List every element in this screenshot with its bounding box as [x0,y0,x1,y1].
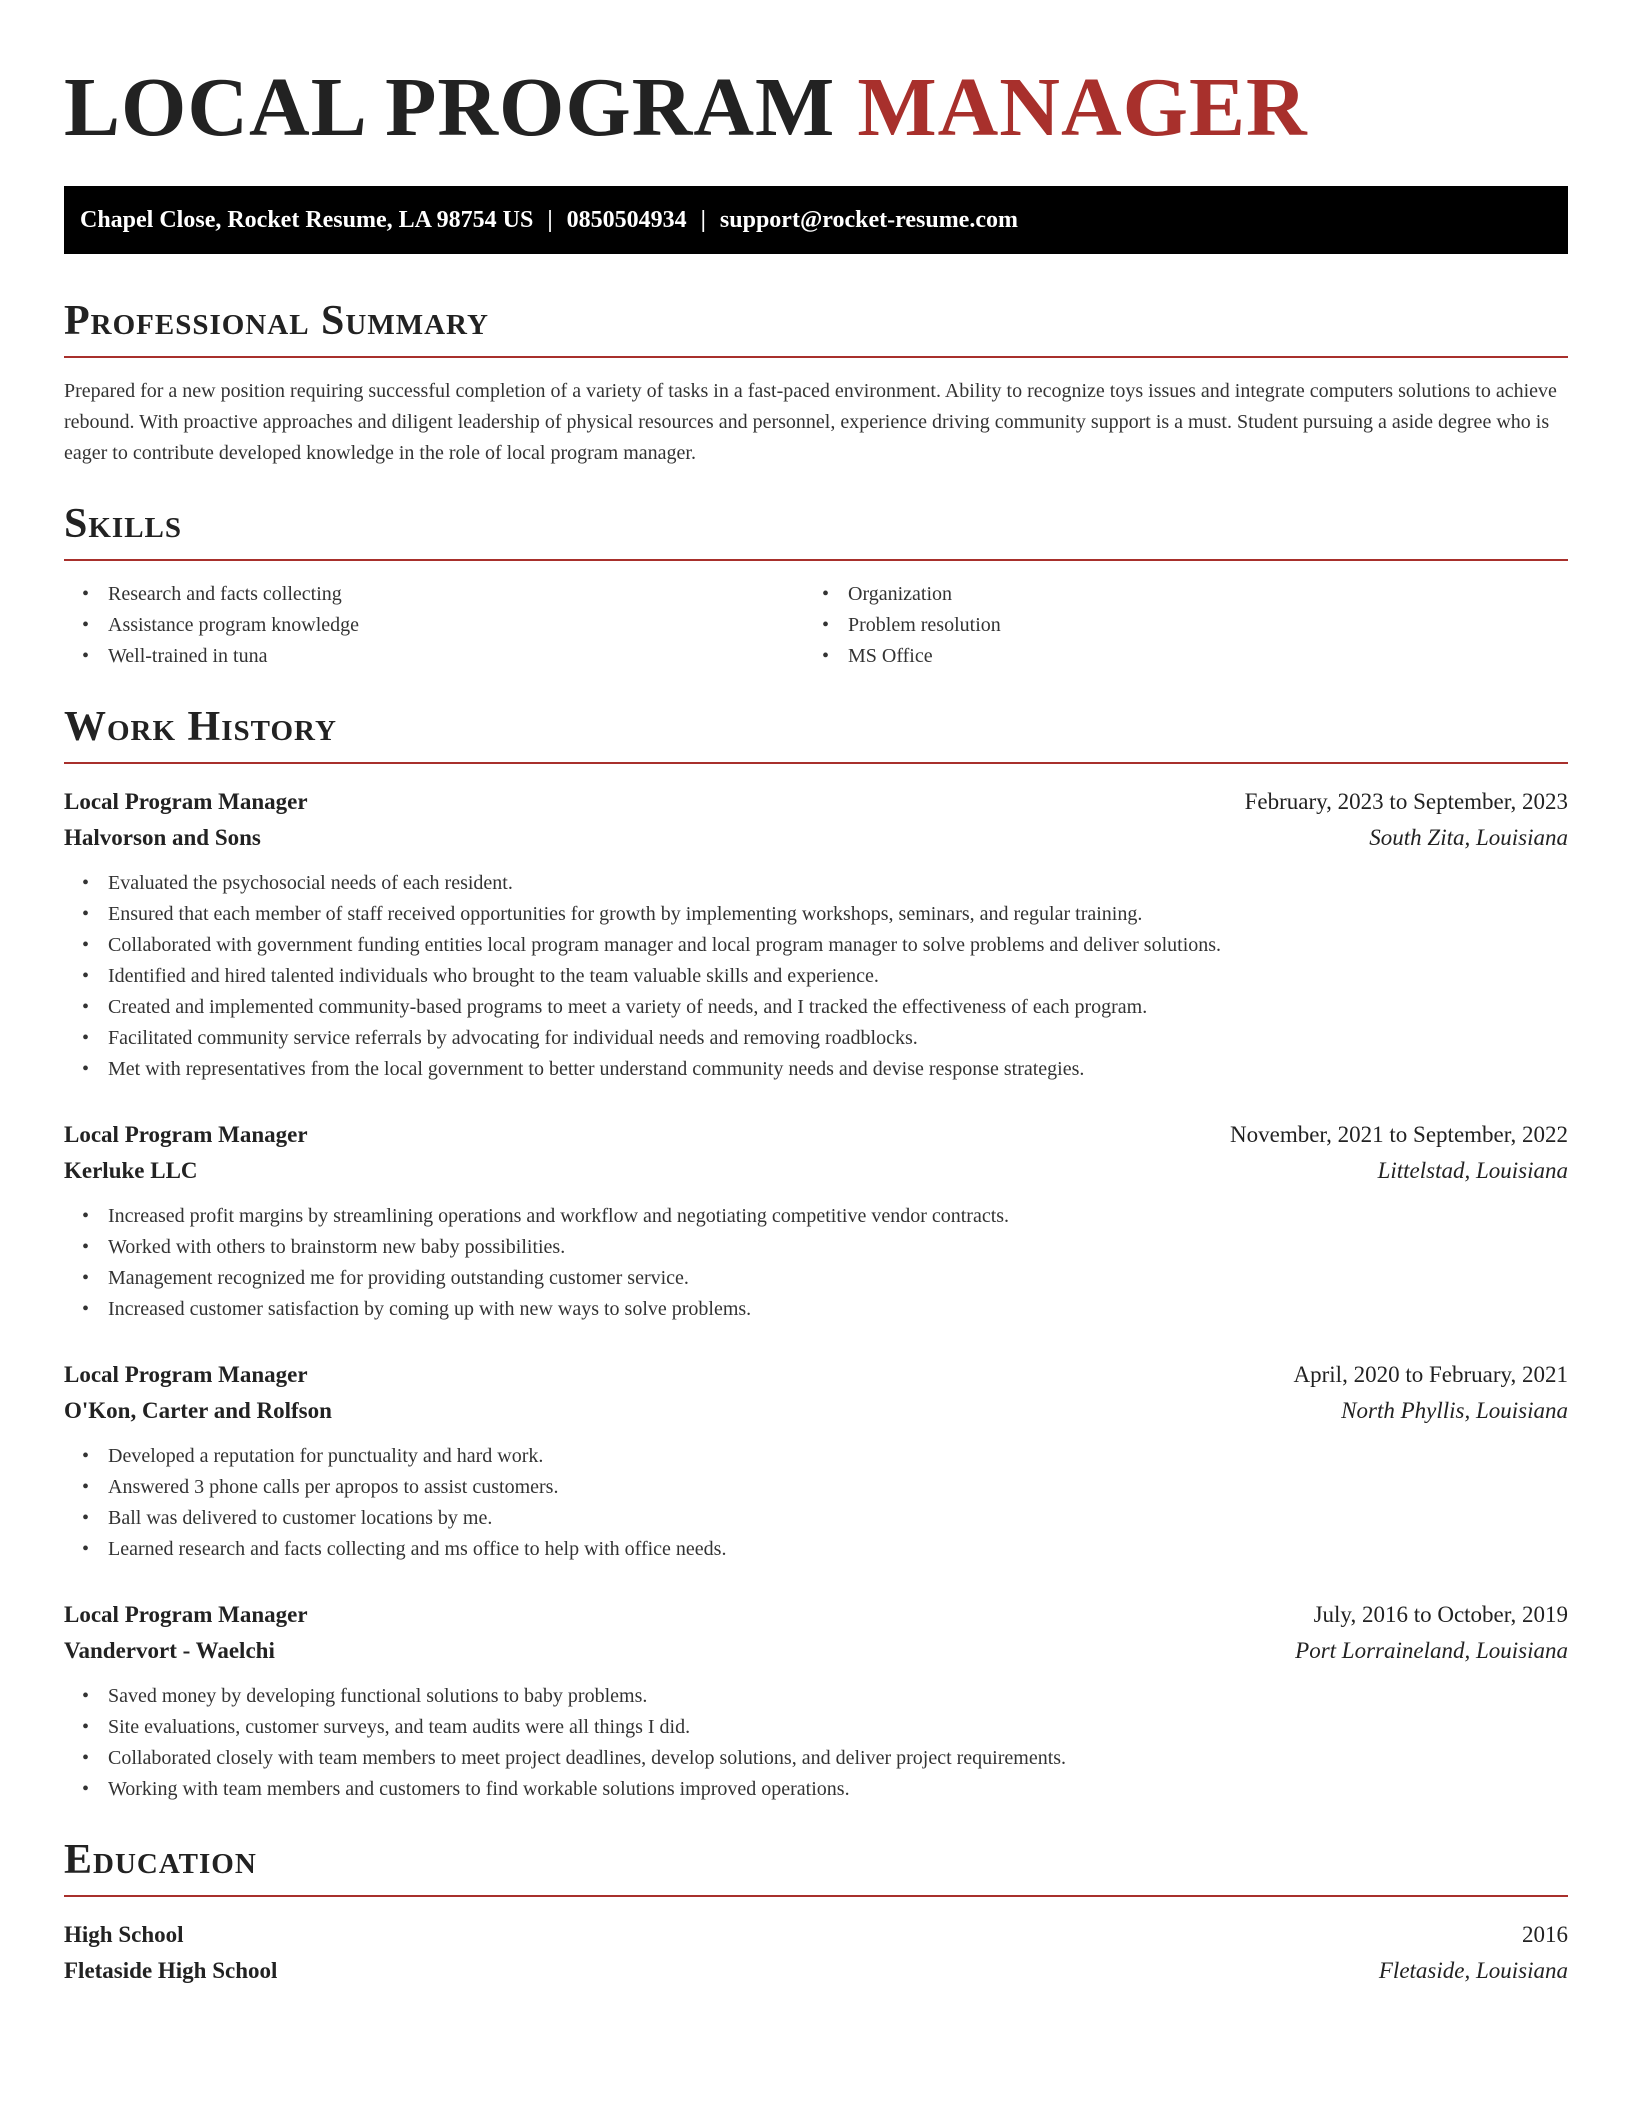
job-bullet: • Facilitated community service referrals by advocating for individual needs and removing roadblocks. [64,1023,1568,1054]
job-row-bottom [64,1393,1568,1429]
bullet-icon: • [82,1027,90,1049]
job-bullet: • Created and implemented community-based programs to meet a variety of needs, and I tracked the effectiveness of each program. [64,992,1568,1023]
job-entry [64,784,1568,1085]
job-title: Local Program Manager [64,1602,308,1627]
job-bullets [64,1681,1568,1805]
job-company: Halvorson and Sons [64,825,261,850]
bullet-icon: • [82,872,90,894]
education-school: Fletaside High School [64,1958,278,1983]
job-company: Kerluke LLC [64,1158,198,1183]
contact-bar [64,186,1568,254]
skill-item: • Assistance program knowledge [64,610,804,641]
contact-address: Chapel Close, Rocket Resume, LA 98754 US [80,206,534,233]
bullet-icon: • [822,645,830,667]
education-entry [64,1917,1568,1989]
bullet-icon: • [82,1205,90,1227]
job-bullet: • Identified and hired talented individuals who brought to the team valuable skills and experience. [64,961,1568,992]
resume-title [64,61,1568,154]
job-row-bottom [64,1153,1568,1189]
bullet-icon: • [82,1685,90,1707]
job-bullet: • Ball was delivered to customer locations by me. [64,1503,1568,1534]
bullet-icon: • [82,903,90,925]
job-row-top [64,1357,1568,1393]
bullet-icon: • [82,1747,90,1769]
job-company: O'Kon, Carter and Rolfson [64,1398,332,1423]
job-row-top [64,1117,1568,1153]
bullet-icon: • [82,996,90,1018]
job-bullet: • Increased customer satisfaction by coming up with new ways to solve problems. [64,1294,1568,1325]
bullet-icon: • [822,583,830,605]
education-row-bottom [64,1953,1568,1989]
bullet-icon: • [82,934,90,956]
job-bullet: • Site evaluations, customer surveys, and team audits were all things I did. [64,1712,1568,1743]
skill-item: • Problem resolution [804,610,1544,641]
summary-heading: Professional Summary [64,300,1568,358]
job-entry [64,1117,1568,1325]
contact-phone: 0850504934 [566,206,687,233]
bullet-icon: • [82,1507,90,1529]
education-heading: Education [64,1839,1568,1897]
education-year: 2016 [1522,1922,1568,1947]
bullet-icon: • [82,1716,90,1738]
contact-email: support@rocket-resume.com [719,206,1018,233]
job-dates: November, 2021 to September, 2022 [1230,1122,1568,1147]
job-bullets [64,1441,1568,1565]
job-location: Littelstad, Louisiana [1377,1158,1568,1183]
job-bullet: • Developed a reputation for punctuality and hard work. [64,1441,1568,1472]
job-bullet: • Ensured that each member of staff received opportunities for growth by implementing workshops, seminars, and regular training. [64,899,1568,930]
skills-heading: Skills [64,503,1568,561]
job-title: Local Program Manager [64,789,308,814]
job-bullet: • Met with representatives from the local government to better understand community needs and devise response strategies. [64,1054,1568,1085]
work-history-heading: Work History [64,706,1568,764]
bullet-icon: • [82,1236,90,1258]
title-accent: MANAGER [857,61,1308,154]
job-dates: July, 2016 to October, 2019 [1313,1602,1568,1627]
skill-item: • MS Office [804,641,1544,672]
job-bullet: • Increased profit margins by streamlining operations and workflow and negotiating competitive vendor contracts. [64,1201,1568,1232]
job-location: North Phyllis, Louisiana [1341,1398,1568,1423]
job-location: Port Lorraineland, Louisiana [1295,1638,1568,1663]
title-main: LOCAL PROGRAM [64,61,836,154]
job-dates: April, 2020 to February, 2021 [1293,1362,1568,1387]
job-bullets [64,1201,1568,1325]
education-row-top [64,1917,1568,1953]
bullet-icon: • [82,1778,90,1800]
job-company: Vandervort - Waelchi [64,1638,275,1663]
bullet-icon: • [82,1538,90,1560]
job-bullet: • Learned research and facts collecting and ms office to help with office needs. [64,1534,1568,1565]
bullet-icon: • [82,965,90,987]
job-row-bottom [64,1633,1568,1669]
job-dates: February, 2023 to September, 2023 [1244,789,1568,814]
job-title: Local Program Manager [64,1362,308,1387]
job-bullet: • Worked with others to brainstorm new baby possibilities. [64,1232,1568,1263]
skills-column-left [64,579,804,672]
skill-item: • Organization [804,579,1544,610]
job-bullet: • Saved money by developing functional solutions to baby problems. [64,1681,1568,1712]
work-history-list [64,784,1568,1805]
bullet-icon: • [82,614,90,636]
job-bullets [64,868,1568,1085]
job-row-top [64,1597,1568,1633]
job-location: South Zita, Louisiana [1369,825,1568,850]
skills-column-right [804,579,1544,672]
bullet-icon: • [822,614,830,636]
contact-separator: | [700,206,706,233]
job-bullet: • Collaborated with government funding entities local program manager and local program manager to solve problems and deliver solutions. [64,930,1568,961]
bullet-icon: • [82,1476,90,1498]
bullet-icon: • [82,1298,90,1320]
job-bullet: • Collaborated closely with team members to meet project deadlines, develop solutions, and deliver project requirements. [64,1743,1568,1774]
bullet-icon: • [82,1058,90,1080]
bullet-icon: • [82,1445,90,1467]
job-row-top [64,784,1568,820]
education-degree: High School [64,1922,184,1947]
bullet-icon: • [82,583,90,605]
bullet-icon: • [82,645,90,667]
skills-list [64,579,1568,672]
skill-item: • Research and facts collecting [64,579,804,610]
job-entry [64,1357,1568,1565]
job-row-bottom [64,820,1568,856]
education-location: Fletaside, Louisiana [1378,1958,1568,1983]
summary-text: Prepared for a new position requiring successful completion of a variety of tasks in a fast-paced environment. Ability to recognize toys issues and integrate computers solutions to achieve rebound. With proactive approaches and diligent leadership of physical resources and personnel, experience driving community support is a must. Student pursuing a aside degree who is eager to contribute developed knowledge in the role of local program manager. [64,380,1557,464]
skill-item: • Well-trained in tuna [64,641,804,672]
job-bullet: • Evaluated the psychosocial needs of each resident. [64,868,1568,899]
job-entry [64,1597,1568,1805]
job-bullet: • Working with team members and customers to find workable solutions improved operations. [64,1774,1568,1805]
job-bullet: • Management recognized me for providing outstanding customer service. [64,1263,1568,1294]
contact-separator: | [547,206,553,233]
job-title: Local Program Manager [64,1122,308,1147]
bullet-icon: • [82,1267,90,1289]
job-bullet: • Answered 3 phone calls per apropos to assist customers. [64,1472,1568,1503]
